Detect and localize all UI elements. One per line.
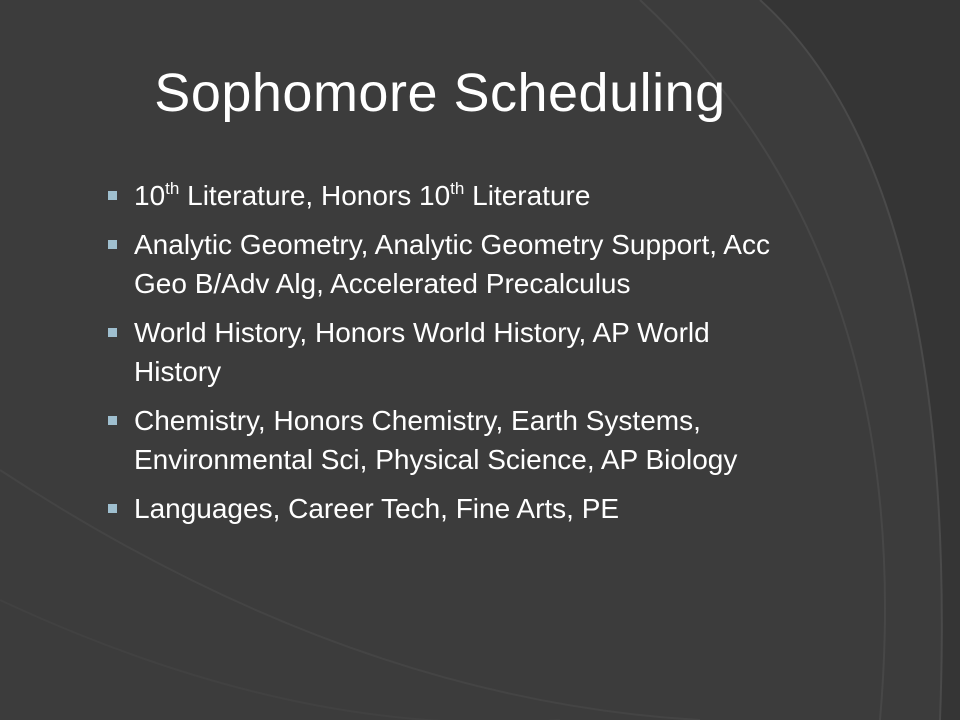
bullet-item-3 xyxy=(104,313,784,391)
square-bullet-icon xyxy=(108,191,117,200)
bullet-text-5: Languages, Career Tech, Fine Arts, PE xyxy=(134,493,620,524)
bullet-text-3: World History, Honors World History, AP World History xyxy=(134,317,710,387)
slide-title: Sophomore Scheduling xyxy=(154,63,726,123)
bullet-sup-1-a: th xyxy=(165,179,180,198)
bullet-text-4: Chemistry, Honors Chemistry, Earth Systems, Environmental Sci, Physical Science, AP Biology xyxy=(134,405,738,475)
square-bullet-icon xyxy=(108,416,117,425)
square-bullet-icon xyxy=(108,504,117,513)
bullet-text-1-b: Literature, Honors 10 xyxy=(179,180,451,211)
bullet-item-1 xyxy=(104,176,784,215)
bullet-item-4 xyxy=(104,401,784,479)
bullet-list xyxy=(104,176,784,538)
arc-line-4 xyxy=(0,600,560,720)
bullet-text-1-c: Literature xyxy=(464,180,591,211)
bullet-text-1-a: 10 xyxy=(134,180,166,211)
square-bullet-icon xyxy=(108,328,117,337)
square-bullet-icon xyxy=(108,240,117,249)
bullet-text-2: Analytic Geometry, Analytic Geometry Support, Acc Geo B/Adv Alg, Accelerated Precalculus xyxy=(134,229,770,299)
bullet-item-5 xyxy=(104,489,784,528)
bullet-sup-1-b: th xyxy=(450,179,465,198)
bullet-item-2 xyxy=(104,225,784,303)
